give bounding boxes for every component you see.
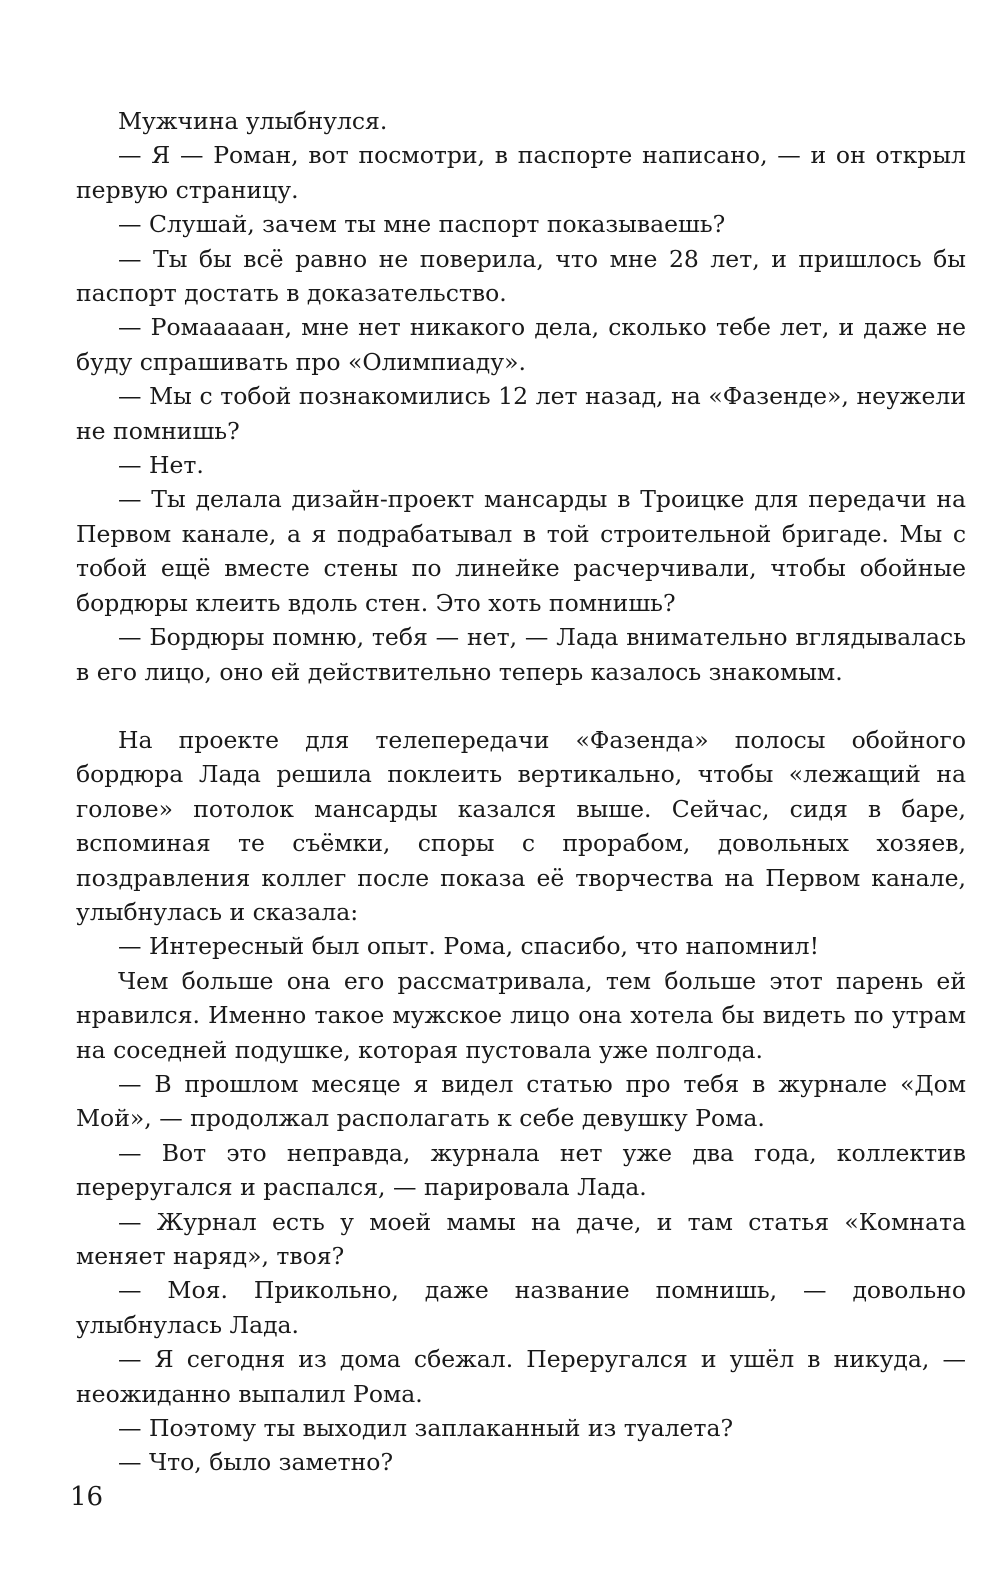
paragraph: — Я — Роман, вот посмотри, в паспорте написано, — и он открыл первую страницу. bbox=[76, 141, 966, 204]
paragraph: Мужчина улыбнулся. bbox=[118, 107, 388, 135]
paragraph: Чем больше она его рассматривала, тем больше этот парень ей нравился. Именно такое мужское лицо она хотела бы видеть по утрам на соседней подушке, которая пустовала уже полгода. bbox=[76, 966, 966, 1064]
paragraph: — Слушай, зачем ты мне паспорт показываешь? bbox=[118, 210, 726, 239]
paragraph: — Ты бы всё равно не поверила, что мне 28 лет, и пришлось бы паспорт достать в доказательство. bbox=[76, 244, 966, 308]
paragraph: На проекте для телепередачи «Фазенда» полосы обойного бордюра Лада решила поклеить вертикально, чтобы «лежащий на голове» потолок мансарды казался выше. Сейчас, сидя в баре, вспоминая те съёмки, споры с прорабом, довольных хозяев, поздравления коллег после показа её творчества на Первом канале, улыбнулась и сказала: bbox=[76, 725, 966, 926]
paragraph: — Поэтому ты выходил заплаканный из туалета? bbox=[118, 1414, 734, 1443]
paragraph: — Я сегодня из дома сбежал. Переругался и ушёл в никуда, — неожиданно выпалил Рома. bbox=[76, 1345, 966, 1408]
text-section-narration bbox=[76, 723, 966, 1480]
paragraph: — Что, было заметно? bbox=[118, 1448, 394, 1477]
paragraph: — В прошлом месяце я видел статью про тебя в журнале «Дом Мой», — продолжал располагать к себе девушку Рома. bbox=[76, 1069, 966, 1133]
page-number: 16 bbox=[70, 1482, 104, 1512]
paragraph: — Интересный был опыт. Рома, спасибо, что напомнил! bbox=[118, 932, 820, 961]
text-section-dialogue bbox=[76, 104, 966, 689]
paragraph: — Мы с тобой познакомились 12 лет назад, на «Фазенде», неужели не помнишь? bbox=[76, 382, 966, 445]
paragraph: — Ромааааан, мне нет никакого дела, сколько тебе лет, и даже не буду спрашивать про «Олимпиаду». bbox=[76, 313, 966, 376]
paragraph: — Бордюры помню, тебя — нет, — Лада внимательно вглядывалась в его лицо, оно ей действительно теперь казалось знакомым. bbox=[76, 623, 966, 686]
paragraph: — Моя. Прикольно, даже название помнишь, — довольно улыбнулась Лада. bbox=[76, 1276, 966, 1339]
paragraph: — Нет. bbox=[118, 451, 204, 480]
paragraph: — Ты делала дизайн-проект мансарды в Троицке для передачи на Первом канале, а я подрабатывал в той строительной бригаде. Мы с тобой ещё вместе стены по линейке расчерчивали, чтобы обойные бордюры клеить вдоль стен. Это хоть помнишь? bbox=[76, 485, 966, 617]
paragraph: — Вот это неправда, журнала нет уже два года, коллектив переругался и распался, — парировала Лада. bbox=[76, 1138, 966, 1202]
book-page bbox=[76, 104, 966, 1480]
paragraph: — Журнал есть у моей мамы на даче, и там статья «Комната меняет наряд», твоя? bbox=[76, 1207, 966, 1270]
